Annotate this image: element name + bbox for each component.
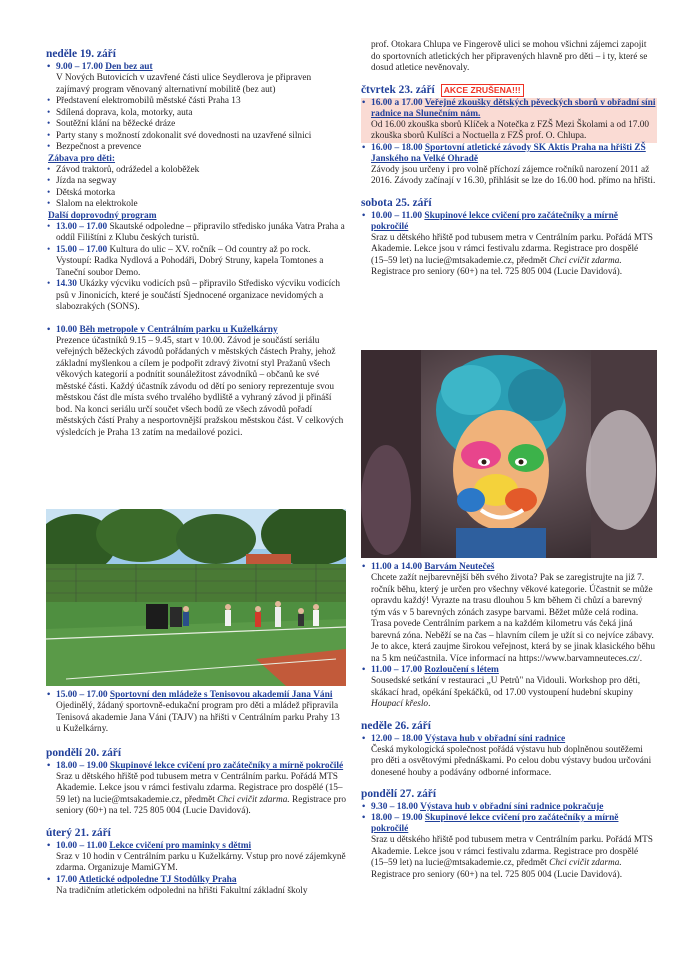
event-description: Česká mykologická společnost pořádá výstavu hub doplněnou soutěžemi pro děti a osvětovými přednáškami. Po celou dobu výstavy budou určováni donesené houby a podávány odborné informace. [371, 744, 652, 778]
event-title: • 9.30 – 18.00 Výstava hub v obřadní síni radnice pokračuje [361, 802, 657, 813]
list-item: • Slalom na elektrokole [46, 199, 346, 211]
day-heading: neděle 26. září [361, 719, 431, 732]
event-title: • 10.00 – 11.00 Lekce cvičení pro maminky s dětmi [46, 841, 346, 852]
day-heading: úterý 21. září [46, 826, 111, 839]
event-title: • 9.00 – 17.00 Den bez aut [46, 62, 346, 73]
right-column-lower [361, 562, 657, 881]
event-title: • 11.00 a 14.00 Barvám Neutečeš [361, 562, 657, 573]
event-title: • 18.00 – 19.00 Skupinové lekce cvičení pro začátečníky a mírně pokročilé [361, 813, 657, 835]
color-run-photo [361, 350, 657, 558]
event-title: • 15.00 – 17.00 Sportovní den mládeže s Tenisovou akademií Jana Váni [46, 690, 346, 701]
event-description: Ojedinělý, žádaný sportovně-edukační program pro děti a mládež připravila Tenisová akademie Jana Váni (TAJV) na hřišti v Centrálním parku Prahy 13 u Kuželkárny. [56, 701, 340, 734]
event-description: Chcete zažít nejbarevnější běh svého života? Pak se zaregistrujte na již 7. ročník běhu, který je určen pro všechny věkové kategorie. Účastnit se může opravdu každý! Vyrazte na trasu dlouhou 5 km během či chůzí a barevný tým vás v 5 barevných zónách zasype barvami. Běžet může celá rodina. Trasa povede Centrálním parkem a na každém kilometru vás čeká jiná barevná zóna. Neběží se na čas – hlavním cílem je užít si co nejvíce zábavy. Je to akce, která zaujme širokou veřejnost, která by se jinak klasického běhu na 5 km neúčastnila. Více informací na https://www.barvamneuteces.cz/. [371, 573, 655, 664]
event-description: V Nových Butovicích v uzavřené části ulice Seydlerova je připraven zajímavý program věnovaný alternativní mobilitě (bez aut) [56, 73, 312, 95]
list-item: • Bezpečnost a prevence [46, 142, 346, 154]
event-description: Sousedské setkání v restauraci „U Petrů" na Vidouli. Workshop pro děti, skákací hrad, opékání špekáčků, od 17.00 vystoupení hudební skupiny Houpací křeslo. [371, 676, 641, 709]
event-title: • 16.00 – 18.00 Sportovní atletické závody SK Aktis Praha na hřišti ZŠ Janského na Velké Ohradě [361, 143, 657, 165]
section-subheading: Zábava pro děti: [48, 153, 116, 164]
list-item: • 14.30 Ukázky výcviku vodicích psů – připravilo Středisko výcviku vodicích psů v Jinonicích, které je součástí Sjednocené organizace nevidomých a slabozrakých (SONS). [46, 279, 346, 314]
event-title: • 10.00 Běh metropole v Centrálním parku u Kuželkárny [46, 325, 346, 336]
event-description: Prezence účastníků 9.15 – 9.45, start v 10.00. Závod je součástí seriálu veřejných běžeckých závodů pořádaných v městských částech Prahy, jehož základní myšlenkou a cílem je podpořit zdravý životní styl Pražanů všech věkových kategorií a podnítit sounáležitost závodníků – občanů ke své městské části. Každý účastník závodu od dětí po seniory reprezentuje svou městskou část dle místa svého trvalého bydliště a vyhraný závod ji přináší bod. Na konci seriálu určí součet všech bodů ze všech závodů pořadí městských částí Prahy a nesportovnější pražskou městskou část. V celkových výsledcích je Praha 13 zatím na medailové pozici. [56, 335, 344, 438]
list-item: • Závod traktorů, odrážedel a koloběžek [46, 165, 346, 177]
cancelled-event-box [361, 98, 657, 143]
day-heading: neděle 19. září [46, 48, 116, 60]
list-item: • Party stany s možností zdokonalit své dovednosti na uzavřené silnici [46, 131, 346, 143]
day-heading: sobota 25. září [361, 196, 432, 209]
tennis-court-photo [46, 509, 346, 686]
event-description: Sraz u dětského hřiště pod tubusem metra v Centrálním parku. Pořádá MTS Akademie. Lekce jsou v rámci festivalu zdarma. Registrace pro dospělé (15–59 let) na lucie@mtsakademie.cz, předmět Chci cvičit zdarma. Registrace pro seniory (60+) na tel. 725 805 004 (Lucie Davidová). [56, 771, 346, 816]
event-title: • 17.00 Atletické odpoledne TJ Stodůlky Praha [46, 875, 346, 886]
event-description: prof. Otokara Chlupa ve Fingerově ulici se mohou všichni zájemci zapojit do sportovních atletických her připravených hlavně pro děti – i ty, které se dosud atletice nevěnovaly. [371, 40, 648, 73]
list-item: • Soutěžní klání na běžecké dráze [46, 119, 346, 131]
event-description: Na tradičním atletickém odpoledni na hřišti Fakultní základní školy [56, 885, 308, 896]
cancelled-badge: AKCE ZRUŠENA!!! [441, 84, 524, 97]
left-column [46, 48, 346, 439]
event-description: Sraz u dětského hřiště pod tubusem metra v Centrálním parku. Pořádá MTS Akademie. Lekce jsou v rámci festivalu zdarma. Registrace pro dospělé (15–59 let) na lucie@mtsakademie.cz, předmět Chci cvičit zdarma. Registrace pro seniory (60+) na tel. 725 805 004 (Lucie Davidová). [371, 232, 653, 277]
day-heading: pondělí 27. září [361, 788, 436, 800]
left-column-lower [46, 690, 346, 897]
event-description: Sraz v 10 hodin v Centrálním parku u Kuželkárny. Vstup pro nové zájemkyně zdarma. Organizuje MamiGYM. [56, 851, 346, 873]
event-description: Závody jsou určeny i pro volně příchozí zájemce ročníků narození 2011 až 2016. Závody začínají v 16.30, přihlásit se lze do 16.00 hod. přímo na hřišti. [371, 164, 656, 186]
event-title: • 16.00 a 17.00 Veřejné zkoušky dětských pěveckých sborů v obřadní síni radnice na Slunečním nám. [361, 98, 657, 120]
right-column [361, 40, 657, 279]
list-item: • 13.00 – 17.00 Skautské odpoledne – připravilo středisko junáka Vatra Praha a oddíl Filištíni z Klubu českých turistů. [46, 222, 346, 245]
section-subheading: Další doprovodný program [48, 210, 157, 221]
list-item: • 15.00 – 17.00 Kultura do ulic – XV. ročník – Od country až po rock. Vystoupí: Radka Nydlová a Pohodáři, Dobrý Struny, kapela Tomtones a Taneční soubor Demo. [46, 245, 346, 280]
list-item: • Sdílená doprava, kola, motorky, auta [46, 108, 346, 120]
event-title: • 18.00 – 19.00 Skupinové lekce cvičení pro začátečníky a mírně pokročilé [46, 761, 346, 772]
event-description: Sraz u dětského hřiště pod tubusem metra v Centrálním parku. Pořádá MTS Akademie. Lekce jsou v rámci festivalu zdarma. Registrace pro dospělé (15–59 let) na lucie@mtsakademie.cz, předmět Chci cvičit zdarma. Registrace pro seniory (60+) na tel. 725 805 004 (Lucie Davidová). [371, 835, 653, 880]
list-item: • Jízda na segway [46, 176, 346, 188]
event-title: • 10.00 – 11.00 Skupinové lekce cvičení pro začátečníky a mírně pokročilé [361, 211, 657, 233]
event-title: • 11.00 – 17.00 Rozloučení s létem [361, 665, 657, 676]
list-item: • Představení elektromobilů městské části Praha 13 [46, 96, 346, 108]
event-description: Od 16.00 zkouška sborů Klíček a Notečka z FZŠ Mezi Školami a od 17.00 zkouška sborů Kulíšci a Noctuella z FZŠ prof. O. Chlupa. [371, 119, 650, 141]
list-item: • Dětská motorka [46, 188, 346, 200]
day-heading: čtvrtek 23. září AKCE ZRUŠENA!!! [361, 84, 657, 97]
event-title: • 12.00 – 18.00 Výstava hub v obřadní síni radnice [361, 734, 657, 745]
day-heading: pondělí 20. září [46, 746, 121, 759]
